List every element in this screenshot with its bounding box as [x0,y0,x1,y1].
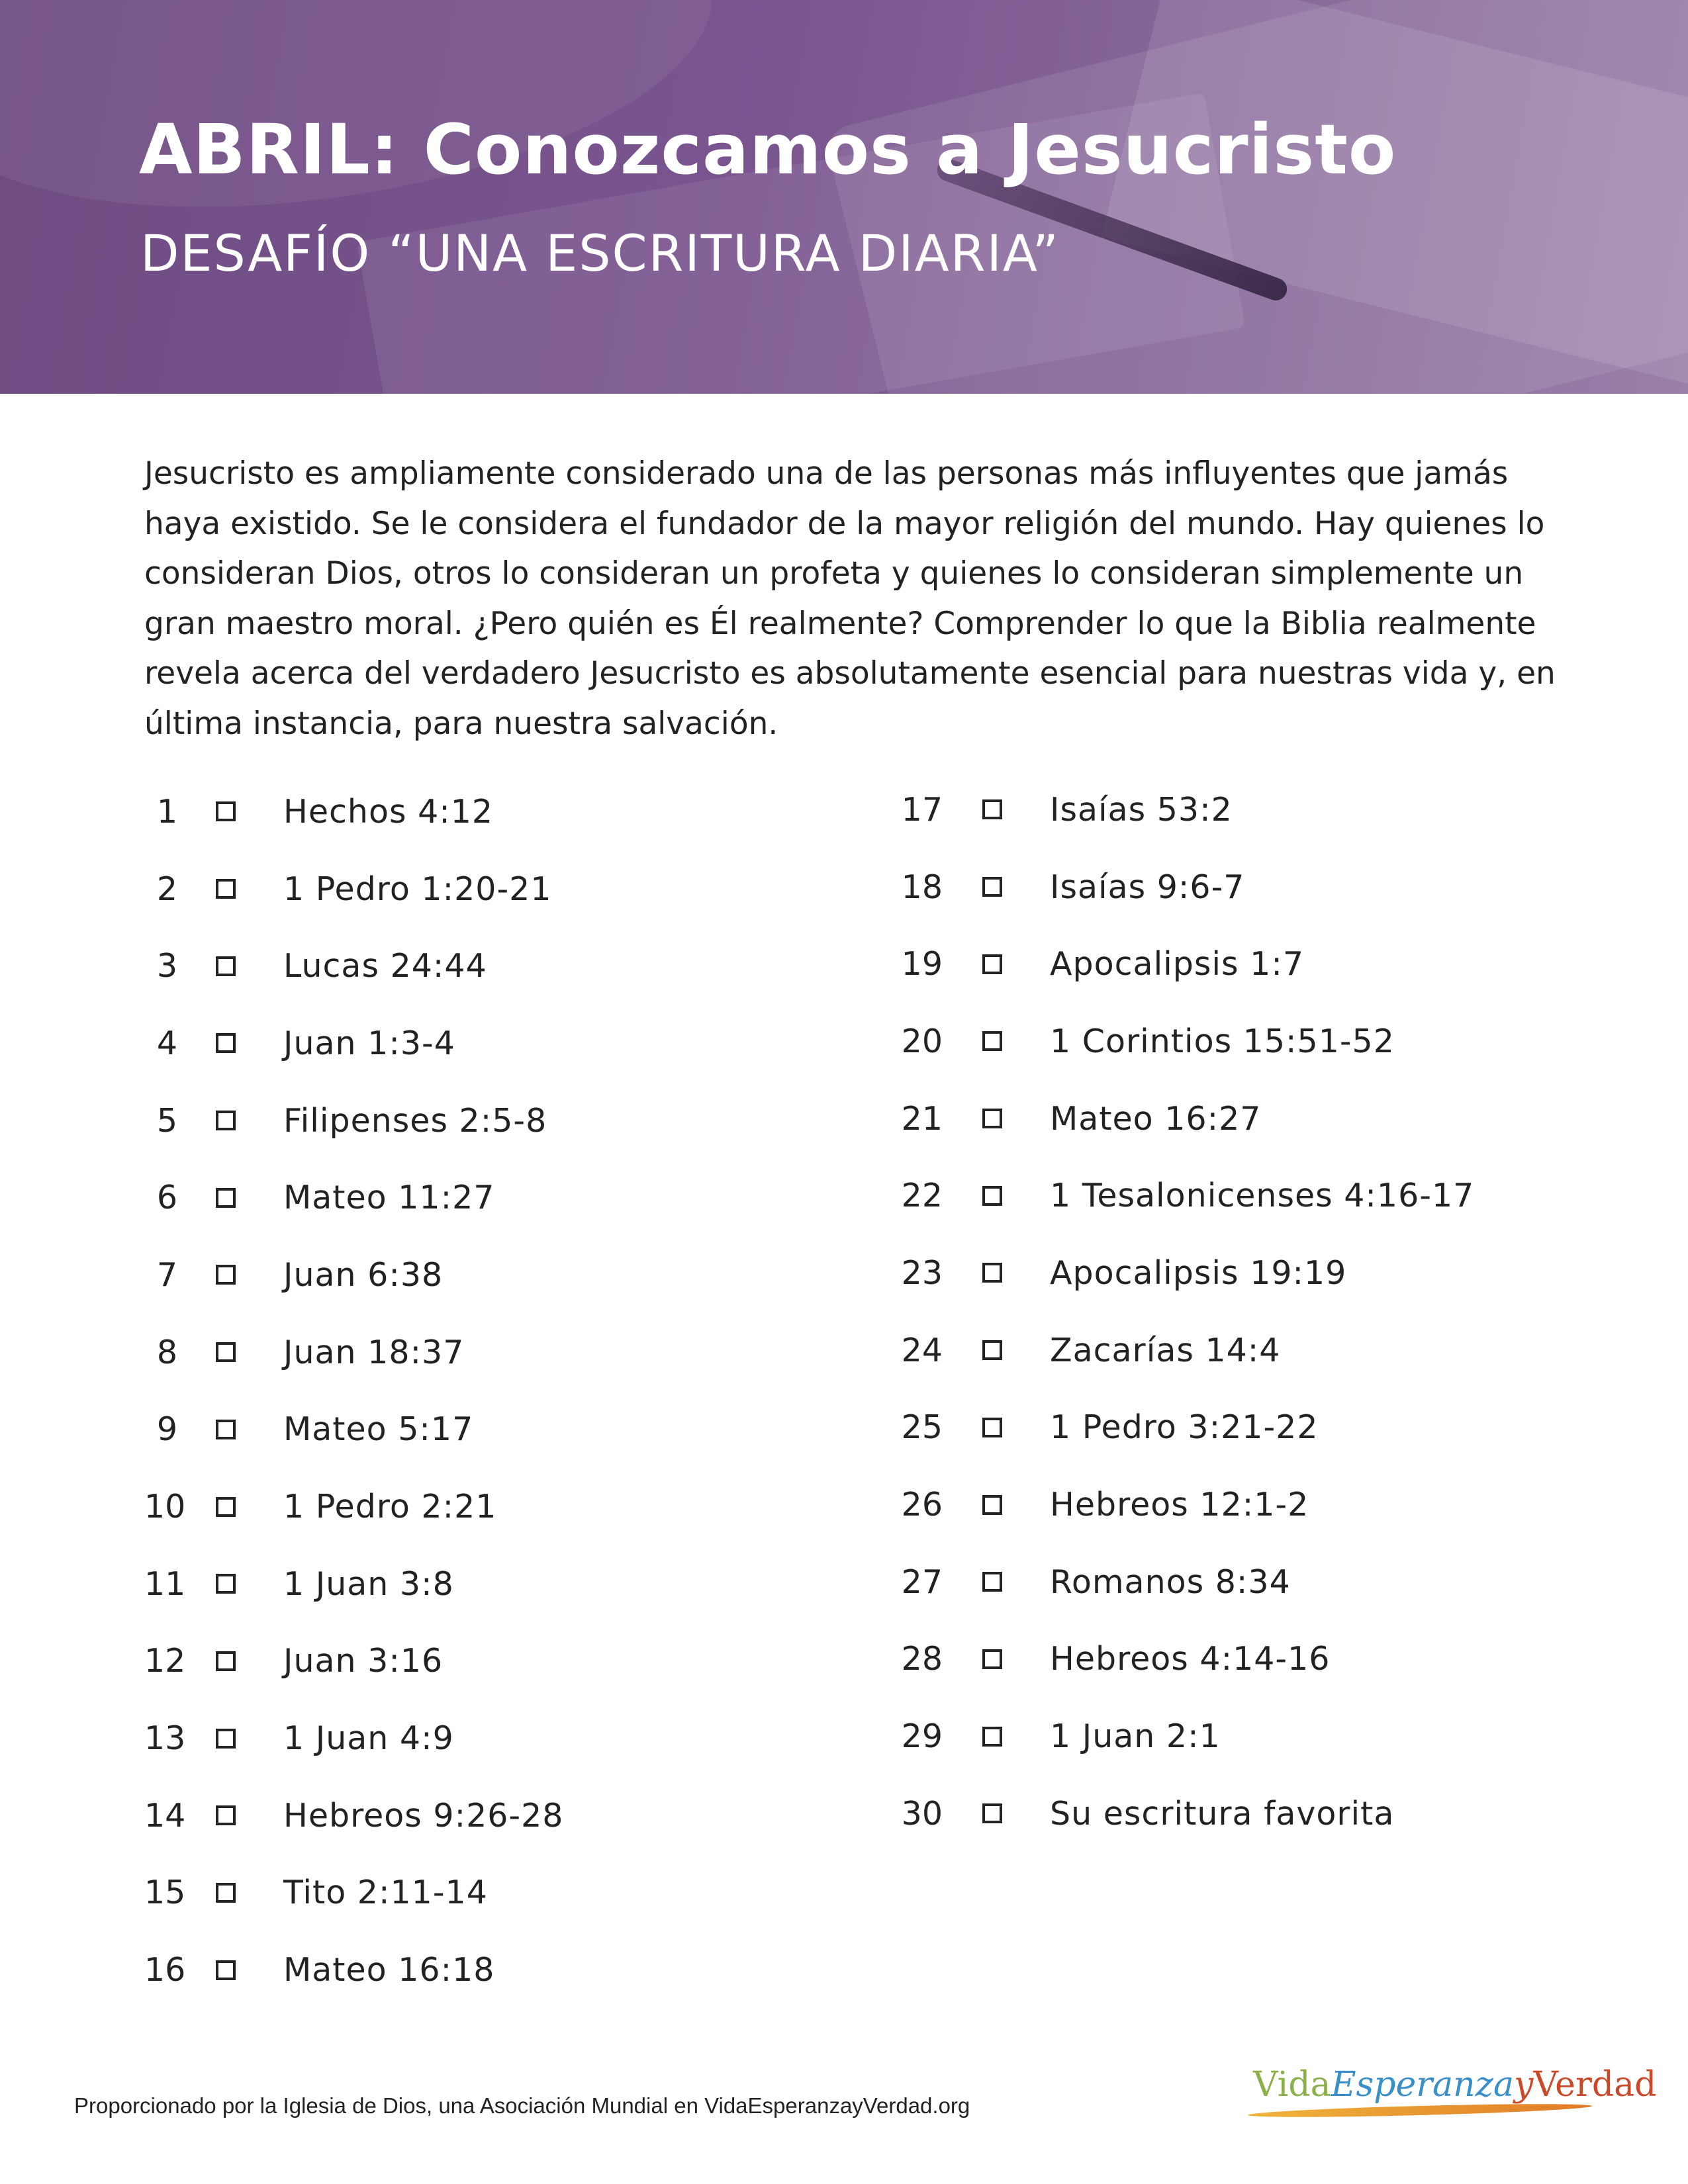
scripture-reference: 1 Juan 4:9 [283,1719,454,1758]
checkbox[interactable] [982,1031,1002,1051]
readings-column-left [144,773,806,2009]
reading-row [144,773,806,850]
reading-row [144,1700,806,1777]
day-number: 30 [901,1794,943,1833]
reading-row [887,1775,1615,1852]
reading-row [144,1236,806,1314]
reading-row [887,1389,1615,1467]
reading-row [144,1159,806,1236]
reading-row [887,1543,1615,1621]
reading-row [144,1314,806,1391]
site-logo[interactable] [1248,2065,1657,2124]
day-number: 18 [901,868,943,906]
checkbox[interactable] [982,1649,1002,1669]
scripture-reference: Mateo 16:27 [1050,1099,1262,1138]
intro-paragraph: Jesucristo es ampliamente considerado una de las personas más influyentes que jamás haya existido. Se le considera el fundador de la mayor religión del mundo. Hay quienes lo consideran Dios, otros lo consideran un profeta y quienes lo consideran simplemente un gran maestro moral. ¿Pero quién es Él realmente? Comprender lo que la Biblia realmente revela acerca del verdadero Jesucristo es absolutamente esencial para nuestras vida y, en última instancia, para nuestra salvación. [144,455,1556,742]
reading-row [887,1466,1615,1543]
scripture-reference: Filipenses 2:5-8 [283,1101,547,1140]
checkbox[interactable] [216,801,236,821]
day-number: 27 [901,1563,943,1601]
scripture-reference: Lucas 24:44 [283,947,487,985]
scripture-reference: Zacarías 14:4 [1050,1331,1281,1369]
day-number: 10 [144,1488,186,1526]
readings-column-right [887,771,1615,1852]
day-number: 21 [901,1099,943,1138]
checkbox[interactable] [216,1805,236,1825]
reading-row [144,1777,806,1854]
reading-row [144,1468,806,1545]
scripture-reference: 1 Corintios 15:51-52 [1050,1022,1395,1060]
logo-word-verdad: Verdad [1533,2065,1657,2105]
checkbox[interactable] [982,1263,1002,1283]
day-number: 29 [901,1717,943,1756]
scripture-reference: Juan 18:37 [283,1333,465,1371]
checkbox[interactable] [216,1342,236,1362]
logo-wordmark [1253,2065,1656,2105]
day-number: 26 [901,1486,943,1524]
scripture-reference: Mateo 16:18 [283,1951,495,1989]
checkbox[interactable] [216,1111,236,1130]
checkbox[interactable] [982,1186,1002,1206]
reading-row [144,1082,806,1160]
day-number: 6 [156,1179,177,1217]
reading-row [144,850,806,928]
scripture-reference: Juan 6:38 [283,1255,444,1294]
scripture-reference: Isaías 9:6-7 [1050,868,1245,906]
day-number: 11 [144,1565,186,1603]
checkbox[interactable] [982,1495,1002,1515]
reading-row [144,1391,806,1469]
scripture-reference: Tito 2:11-14 [283,1874,488,1912]
checkbox[interactable] [982,1109,1002,1128]
day-number: 9 [156,1410,177,1449]
checkbox[interactable] [982,1803,1002,1823]
scripture-reference: Isaías 53:2 [1050,790,1233,829]
checkbox[interactable] [216,1574,236,1594]
scripture-reference: 1 Pedro 2:21 [283,1488,497,1526]
checkbox[interactable] [216,879,236,899]
day-number: 2 [156,870,177,908]
reading-row [144,1005,806,1082]
day-number: 17 [901,790,943,829]
checkbox[interactable] [216,1033,236,1053]
checkbox[interactable] [982,799,1002,819]
day-number: 4 [156,1024,177,1062]
reading-row [887,1003,1615,1080]
day-number: 28 [901,1640,943,1678]
day-number: 25 [901,1408,943,1447]
scripture-reference: 1 Juan 2:1 [1050,1717,1221,1756]
scripture-reference: Mateo 11:27 [283,1179,495,1217]
scripture-reference: Su escritura favorita [1050,1794,1395,1833]
checkbox[interactable] [216,1883,236,1903]
day-number: 7 [156,1255,177,1294]
reading-row [887,1234,1615,1312]
logo-word-esperanza: Esperanza [1331,2065,1515,2105]
reading-row [144,1854,806,1932]
page-title: ABRIL: Conozcamos a Jesucristo [139,109,1397,190]
scripture-reference: Hechos 4:12 [283,792,494,831]
reading-row [887,1312,1615,1389]
reading-row [144,927,806,1005]
footer-credit: Proporcionado por la Iglesia de Dios, una Asociación Mundial en VidaEsperanzayVerdad.org [74,2093,970,2118]
header-banner [0,0,1688,394]
checkbox[interactable] [216,1497,236,1517]
scripture-reference: Hebreos 4:14-16 [1050,1640,1331,1678]
scripture-reference: 1 Tesalonicenses 4:16-17 [1050,1177,1475,1215]
checkbox[interactable] [982,877,1002,897]
day-number: 16 [144,1951,186,1989]
reading-row [887,1698,1615,1775]
day-number: 23 [901,1253,943,1292]
scripture-reference: Mateo 5:17 [283,1410,474,1449]
day-number: 13 [144,1719,186,1758]
day-number: 19 [901,945,943,983]
checkbox[interactable] [216,956,236,976]
reading-row [887,1621,1615,1698]
day-number: 5 [156,1101,177,1140]
checkbox[interactable] [216,1420,236,1439]
checkbox[interactable] [216,1188,236,1208]
reading-row [144,1623,806,1700]
checkbox[interactable] [982,1340,1002,1360]
day-number: 20 [901,1022,943,1060]
day-number: 14 [144,1796,186,1835]
scripture-reference: Apocalipsis 1:7 [1050,945,1305,983]
checkbox[interactable] [216,1651,236,1671]
scripture-reference: 1 Pedro 3:21-22 [1050,1408,1319,1447]
scripture-reference: Hebreos 9:26-28 [283,1796,564,1835]
reading-row [887,771,1615,848]
reading-row [887,1157,1615,1234]
scripture-reference: 1 Pedro 1:20-21 [283,870,552,908]
scripture-reference: Juan 1:3-4 [283,1024,455,1062]
checkbox[interactable] [216,1265,236,1285]
day-number: 22 [901,1177,943,1215]
reading-row [144,1545,806,1623]
scripture-reference: Juan 3:16 [283,1642,444,1680]
checkbox[interactable] [216,1729,236,1749]
page-subtitle: DESAFÍO “UNA ESCRITURA DIARIA” [140,224,1060,283]
scripture-reference: 1 Juan 3:8 [283,1565,454,1603]
scripture-reference: Hebreos 12:1-2 [1050,1486,1309,1524]
reading-row [144,1931,806,2009]
day-number: 8 [156,1333,177,1371]
scripture-reference: Romanos 8:34 [1050,1563,1291,1601]
reading-row [887,848,1615,926]
checkbox[interactable] [216,1960,236,1980]
checkbox[interactable] [982,1572,1002,1592]
logo-word-y: y [1514,2065,1534,2105]
checkbox[interactable] [982,1418,1002,1437]
day-number: 1 [156,792,177,831]
day-number: 3 [156,947,177,985]
day-number: 24 [901,1331,943,1369]
reading-row [887,925,1615,1003]
day-number: 15 [144,1874,186,1912]
logo-word-vida: Vida [1253,2065,1331,2105]
checkbox[interactable] [982,1727,1002,1747]
day-number: 12 [144,1642,186,1680]
checkbox[interactable] [982,954,1002,974]
scripture-reference: Apocalipsis 19:19 [1050,1253,1347,1292]
reading-row [887,1080,1615,1158]
